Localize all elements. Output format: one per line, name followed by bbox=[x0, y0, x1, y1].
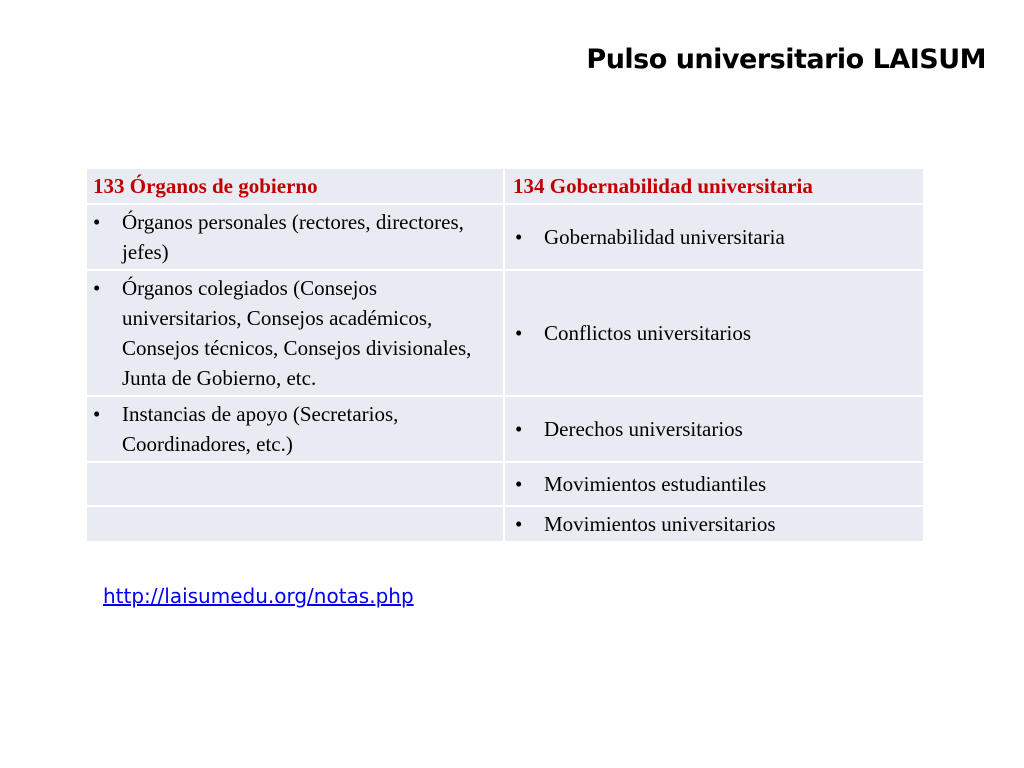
list-item bbox=[91, 273, 499, 393]
list-item-text: Movimientos estudiantiles bbox=[544, 472, 767, 496]
list-item-text: Derechos universitarios bbox=[544, 417, 743, 441]
bullet: • bbox=[515, 321, 523, 345]
table-row bbox=[86, 204, 924, 270]
table-header-row bbox=[86, 168, 924, 204]
table-cell bbox=[504, 204, 924, 270]
table-row bbox=[86, 462, 924, 506]
list-item-text: Órganos colegiados (Consejos universitarios, Consejos académicos, Consejos técnicos, Consejos divisionales, Junta de Gobierno, etc. bbox=[122, 276, 472, 390]
bullet: • bbox=[93, 276, 101, 300]
topics-table bbox=[85, 167, 925, 543]
bullet: • bbox=[515, 417, 523, 441]
table-cell bbox=[504, 506, 924, 542]
header-organos-de-gobierno: 133 Órganos de gobierno bbox=[86, 168, 504, 204]
list-item-text: Instancias de apoyo (Secretarios, Coordinadores, etc.) bbox=[122, 402, 399, 456]
bullet: • bbox=[515, 472, 523, 496]
table-row bbox=[86, 270, 924, 396]
list-item bbox=[513, 509, 917, 539]
table-cell bbox=[86, 270, 504, 396]
list-item bbox=[513, 318, 917, 348]
bullet: • bbox=[515, 512, 523, 536]
bullet: • bbox=[515, 225, 523, 249]
list-item-text: Conflictos universitarios bbox=[544, 321, 752, 345]
bullet: • bbox=[93, 402, 101, 426]
slide-title: Pulso universitario LAISUM bbox=[586, 44, 986, 75]
table-row bbox=[86, 396, 924, 462]
table-cell-empty bbox=[86, 462, 504, 506]
table-cell-empty bbox=[86, 506, 504, 542]
laisum-notas-link[interactable]: http://laisumedu.org/notas.php bbox=[103, 584, 414, 608]
table-cell bbox=[86, 204, 504, 270]
table-row bbox=[86, 506, 924, 542]
list-item bbox=[513, 469, 917, 499]
list-item bbox=[513, 414, 917, 444]
table-cell bbox=[504, 396, 924, 462]
list-item bbox=[91, 399, 499, 459]
list-item bbox=[91, 207, 499, 267]
table-cell bbox=[86, 396, 504, 462]
bullet: • bbox=[93, 210, 101, 234]
table-cell bbox=[504, 270, 924, 396]
list-item bbox=[513, 222, 917, 252]
list-item-text: Movimientos universitarios bbox=[544, 512, 776, 536]
list-item-text: Gobernabilidad universitaria bbox=[544, 225, 785, 249]
header-gobernabilidad-universitaria: 134 Gobernabilidad universitaria bbox=[504, 168, 924, 204]
table-cell bbox=[504, 462, 924, 506]
list-item-text: Órganos personales (rectores, directores, jefes) bbox=[122, 210, 464, 264]
